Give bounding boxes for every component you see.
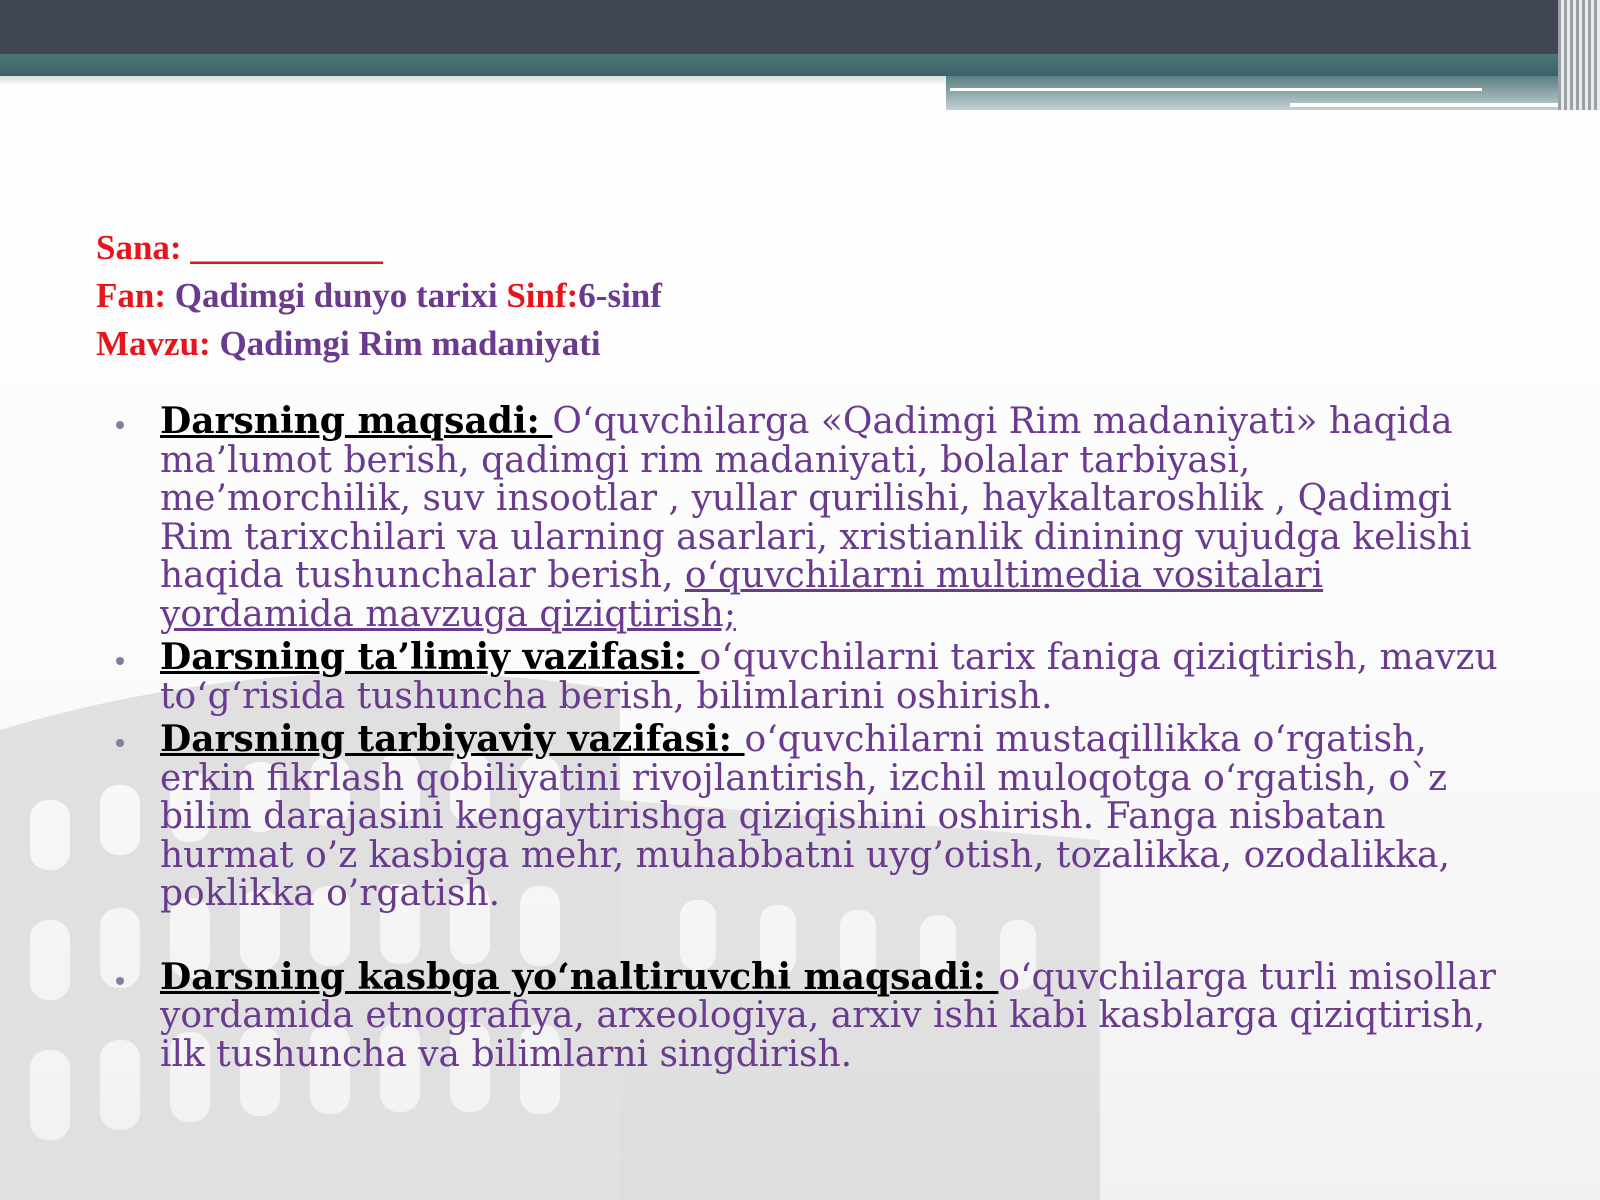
subject-label: Fan: [96,276,166,315]
header-teal-band [0,54,1600,76]
date-label: Sana: [96,228,182,267]
objectives-list [110,402,1510,1078]
subject-value: Qadimgi dunyo tarixi [166,276,498,315]
bullet-text: O‘quvchilarga «Qadimgi Rim madaniyati» haqida ma’lumot berish, qadimgi rim madaniyati, bolalar tarbiyasi, me’morchilik, suv insootlar , yullar qurilishi, haykaltaroshlik , Qadimgi Rim tarixchilari va ularning asarlari, xristianlik dinining vujudga kelishi haqida tushunchalar berish, [160,401,1472,596]
bullet-heading: Darsning ta’limiy vazifasi: [160,636,700,678]
topic-label: Mavzu: [96,324,211,363]
side-stripes [1558,0,1600,110]
header-dark-band [0,0,1600,54]
subject-line [96,272,662,320]
bullet-heading: Darsning kasbga yo‘naltiruvchi maqsadi: [160,955,999,998]
bullet-heading: Darsning tarbiyaviy vazifasi: [160,718,745,760]
bullet-text: o‘quvchilarga turli misollar yordamida etnografiya, arxeologiya, arxiv ishi kabi kasblarga qiziqtirish, ilk tushuncha va bilimlarni singdirish. [160,956,1496,1075]
list-item [110,720,1510,914]
list-item [110,638,1510,716]
bullet-text: o‘quvchilarni mustaqillikka o‘rgatish, erkin fikrlash qobiliyatini rivojlantirish, izchil muloqotga o‘rgatish, o`z bilim darajasini kengaytirishga qiziqishini oshirish. Fanga nisbatan hurmat o’z kasbiga mehr, muhabbatni uyg’otish, tozalikka, ozodalikka, poklikka o’rgatish. [160,719,1450,914]
list-item [110,402,1510,634]
bullet-underlined-text: o‘quvchilarni multimedia vositalari yordamida mavzuga qiziqtirish; [160,555,1324,635]
header-accent-line [950,88,1482,91]
date-value: ___________ [181,228,383,267]
spacer [110,918,1510,958]
header-fade [0,76,946,86]
topic-value: Qadimgi Rim madaniyati [210,324,601,363]
grade-label: Sinf: [497,276,579,315]
list-item [110,955,1510,1075]
topic-line [96,320,662,368]
bullet-text: o‘quvchilarni tarix faniga qiziqtirish, mavzu to‘g‘risida tushuncha berish, bilimlarini oshirish. [160,637,1498,717]
grade-value: 6-sinf [578,276,662,315]
header-accent-line [1290,103,1570,107]
bullet-heading: Darsning maqsadi: [160,400,553,442]
date-line [96,224,662,272]
lesson-meta [96,224,662,368]
